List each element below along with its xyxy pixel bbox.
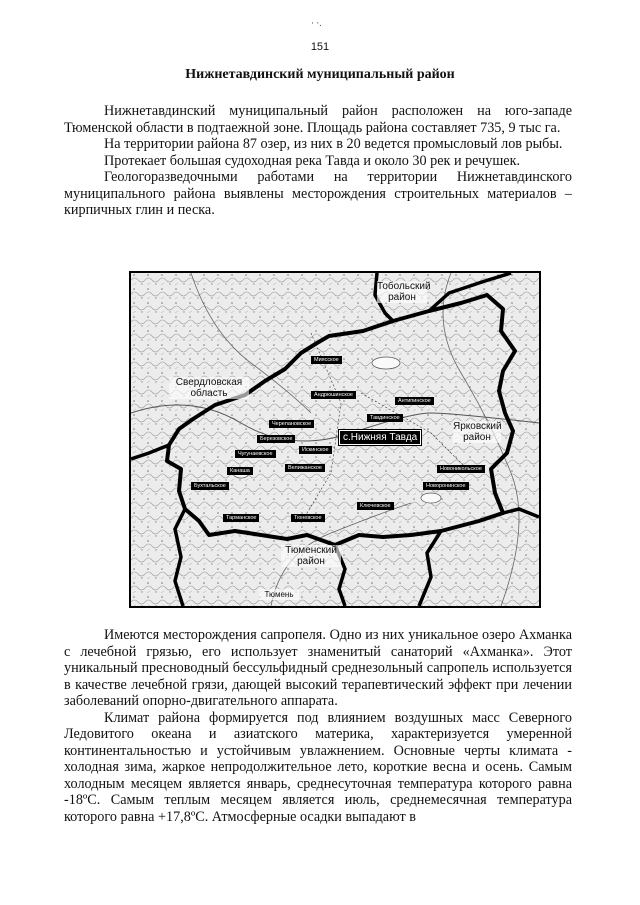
paragraph: Климат района формируется под влиянием воздушных масс Северного Ледовитого океана и азиатского материка, характеризуется умеренной континентальностью и устойчивым увлажнением. Основные черты климата - холодная зима, жаркое непродолжительное лето, короткие весна и осень. Самым холодным месяцем является январь, среднесуточная температура которого равна -18ºС. Самым теплым месяцем является июль, среднемесячная температура которого равна +17,8ºС. Атмосферные осадки выпадают в	[64, 709, 572, 825]
settlement-novonikolskoe: Новоникольское	[437, 465, 485, 473]
lake	[421, 493, 441, 503]
paragraph: Протекает большая судоходная река Тавда и около 30 рек и речушек.	[104, 152, 521, 169]
settlement-cherepanovskoe: Черепановское	[269, 420, 314, 428]
paragraph: На территории района 87 озер, из них в 20 ведется промысловый лов рыбы.	[104, 136, 563, 152]
region-label-sverdlovsk: Свердловская область	[169, 377, 249, 399]
settlement-tarmanskoe: Тарманское	[223, 514, 259, 522]
settlement-klyuchevskoe: Ключевское	[357, 502, 394, 510]
settlement-novoroninskoe: Новоронинское	[423, 482, 469, 490]
intro-text	[64, 103, 572, 219]
settlement-tavdinskoe: Тавдинское	[367, 414, 403, 422]
settlement-berezovskoe: Березовское	[257, 435, 295, 443]
settlement-velizhanskoe: Велижанское	[285, 464, 325, 472]
settlement-bukhtalskoe: Бухтальское	[191, 482, 229, 490]
region-label-tyumensky: Тюменский район	[281, 545, 341, 567]
scan-mark: · ·.	[311, 18, 322, 28]
district-center-label: с.Нижняя Тавда	[339, 430, 421, 445]
region-label-tobolsky: Тобольский район	[377, 281, 431, 303]
settlement-iskinskoe: Искинское	[299, 446, 332, 454]
paragraph: Нижнетавдинский муниципальный район расположен на юго-западе Тюменской области в подтаежной зоне. Площадь района составляет 735, 9 тыс га.	[64, 103, 572, 136]
settlement-antipinskoe: Антипинское	[395, 397, 434, 405]
district-map	[129, 271, 541, 608]
settlement-andryushinskoe: Андрюшинское	[311, 391, 356, 399]
page-number: 151	[310, 41, 330, 53]
settlement-chugunaevskoe: Чугунаевское	[235, 450, 276, 458]
settlement-miyasskoe: Миясское	[311, 356, 342, 364]
body-text	[64, 627, 572, 825]
paragraph: Геологоразведочными работами на территории Нижнетавдинского муниципального района выявлены месторождения строительных материалов – кирпичных глин и песка.	[64, 169, 572, 218]
page-title: Нижнетавдинский муниципальный район	[185, 67, 455, 82]
lake	[372, 357, 400, 369]
paragraph: Имеются месторождения сапропеля. Одно из них уникальное озеро Ахманка с лечебной грязью, его использует знаменитый санаторий «Ахманка». Этот уникальный пресноводный бессульфидный среднезольный сапропель используется в качестве лечебной грязи, дающей высокий терапевтический эффект при лечении заболеваний опорно-двигательного аппарата.	[64, 627, 572, 709]
settlement-tyunevskoe: Тюневское	[291, 514, 325, 522]
settlement-kanasha: Канаша	[227, 467, 253, 475]
region-label-yarkovsky: Ярковский район	[453, 421, 502, 443]
region-label-tyumen: Тюмень	[259, 589, 299, 600]
